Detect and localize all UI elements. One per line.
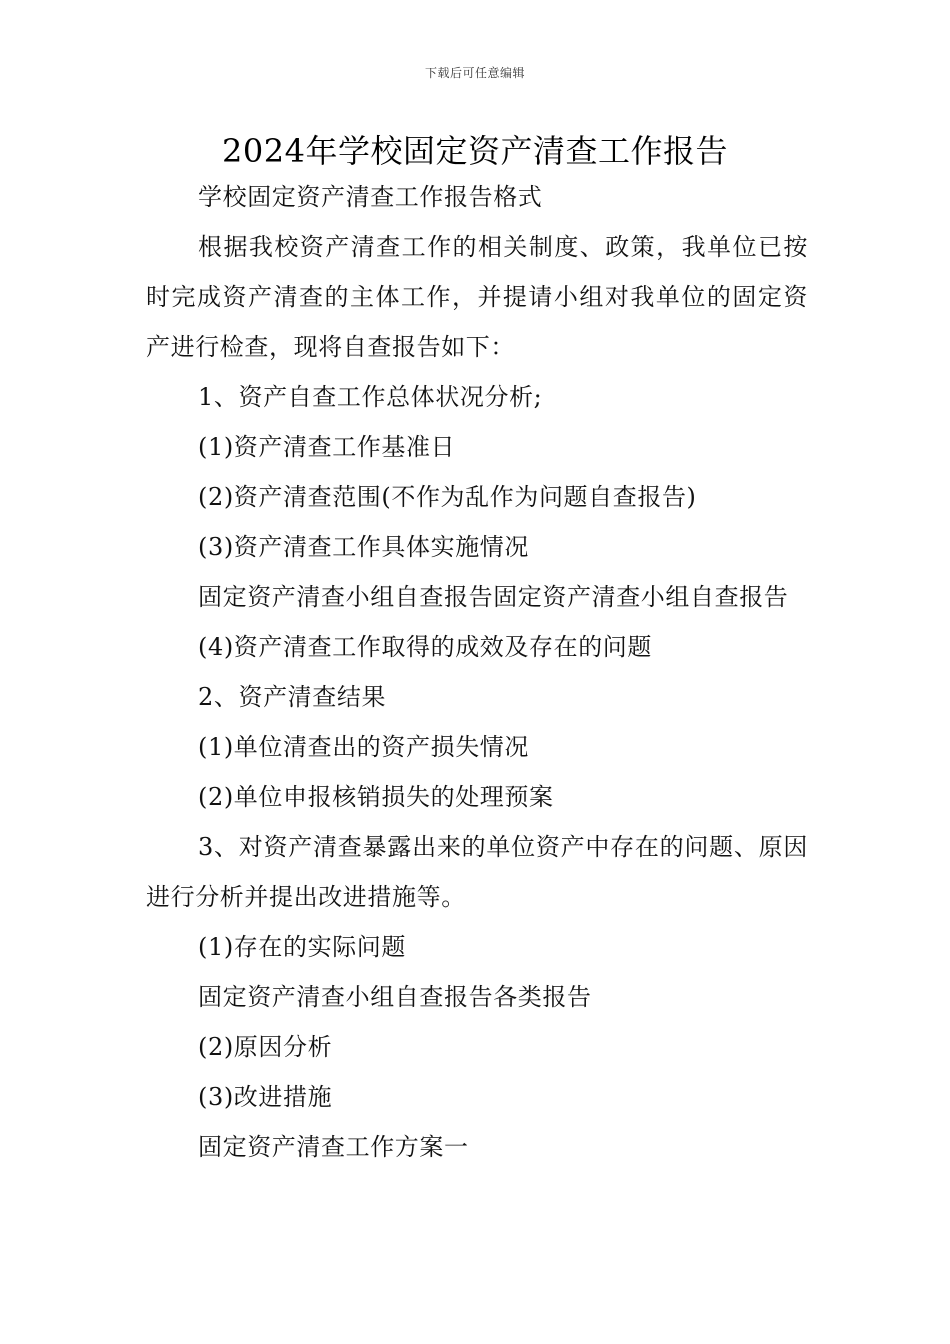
document-title: 2024年学校固定资产清查工作报告 (222, 132, 728, 170)
section-3-heading: 3、对资产清查暴露出来的单位资产中存在的问题、原因进行分析并提出改进措施等。 (146, 833, 808, 911)
list-item: (2)资产清查范围(不作为乱作为问题自查报告) (198, 483, 697, 511)
paragraph-related-reports-2: 固定资产清查小组自查报告各类报告 (198, 983, 592, 1011)
list-item: (2)单位申报核销损失的处理预案 (198, 783, 554, 811)
list-item: (3)改进措施 (198, 1083, 333, 1111)
list-item: (4)资产清查工作取得的成效及存在的问题 (198, 633, 652, 661)
paragraph-related-reports: 固定资产清查小组自查报告固定资产清查小组自查报告 (198, 583, 789, 611)
document-body (146, 172, 808, 1172)
paragraph-report-format: 学校固定资产清查工作报告格式 (198, 183, 543, 211)
section-1-heading: 1、资产自查工作总体状况分析; (198, 383, 543, 411)
paragraph-plan-title: 固定资产清查工作方案一 (198, 1133, 469, 1161)
list-item: (1)单位清查出的资产损失情况 (198, 733, 529, 761)
list-item: (1)存在的实际问题 (198, 933, 406, 961)
header-note: 下载后可任意编辑 (424, 66, 525, 80)
list-item: (1)资产清查工作基准日 (198, 433, 456, 461)
section-2-heading: 2、资产清查结果 (198, 683, 387, 711)
paragraph-intro: 根据我校资产清查工作的相关制度、政策，我单位已按时完成资产清查的主体工作，并提请小组对我单位的固定资产进行检查，现将自查报告如下： (146, 233, 808, 361)
list-item: (2)原因分析 (198, 1033, 333, 1061)
list-item: (3)资产清查工作具体实施情况 (198, 533, 529, 561)
